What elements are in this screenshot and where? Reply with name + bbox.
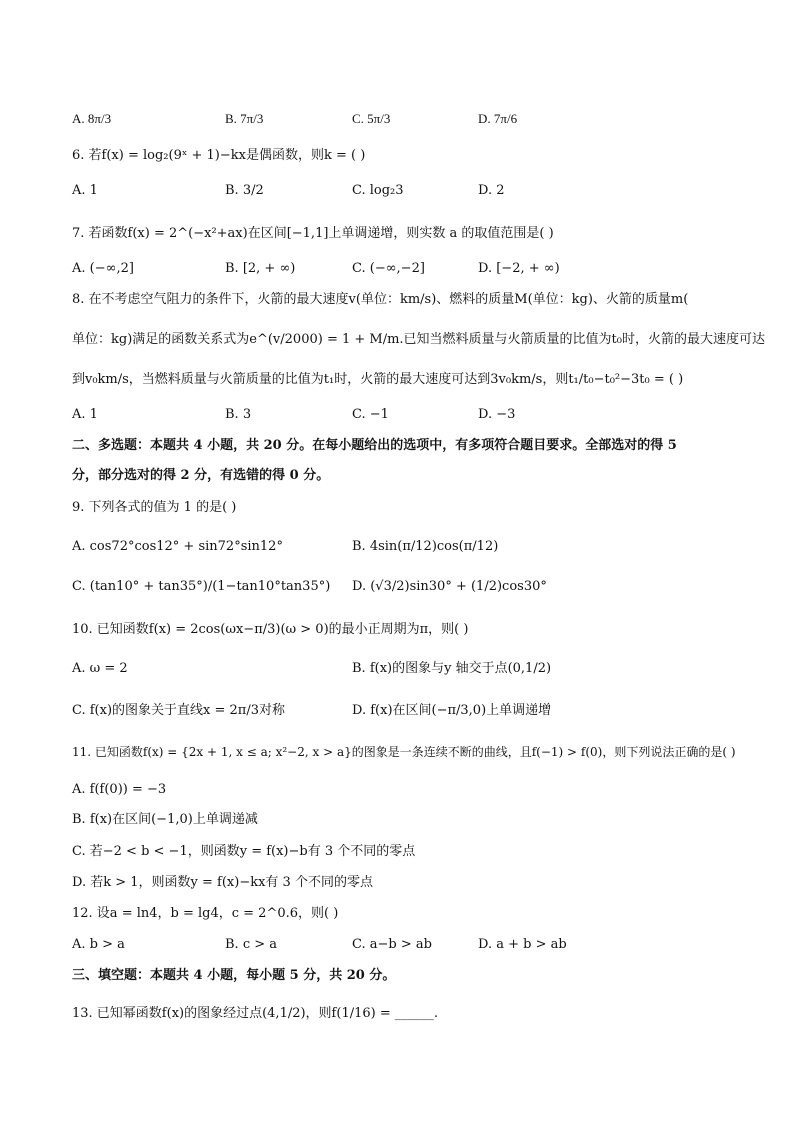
q7-option-a[interactable]: A. (−∞,2] bbox=[72, 261, 134, 276]
q8-option-d[interactable]: D. −3 bbox=[478, 407, 516, 422]
section-3-header: 三、填空题：本题共 4 小题，每小题 5 分，共 20 分。 bbox=[72, 968, 396, 983]
section-2-header-line2: 分，部分选对的得 2 分，有选错的得 0 分。 bbox=[72, 468, 330, 483]
q10-option-a[interactable]: A. ω = 2 bbox=[72, 661, 128, 676]
q6-options bbox=[72, 180, 722, 202]
section-2-header-line1: 二、多选题：本题共 4 小题，共 20 分。在每小题给出的选项中，有多项符合题目要求。全部选对的得 5 bbox=[72, 438, 677, 453]
q6-option-a[interactable]: A. 1 bbox=[72, 183, 98, 198]
q8-options bbox=[72, 404, 722, 426]
q10-options-row2 bbox=[72, 700, 722, 722]
q9-option-b[interactable]: B. 4sin(π/12)cos(π/12) bbox=[352, 539, 499, 554]
q12-option-c[interactable]: C. a−b > ab bbox=[352, 937, 432, 952]
q7-option-c[interactable]: C. (−∞,−2] bbox=[352, 261, 425, 276]
q9-options-row2 bbox=[72, 576, 722, 598]
q9-option-d[interactable]: D. (√3/2)sin30° + (1/2)cos30° bbox=[352, 579, 547, 594]
q11-stem: 11. 已知函数f(x) = {2x + 1, x ≤ a; x²−2, x > a}的图象是一条连续不断的曲线，且f(−1) > f(0)，则下列说法正确的是( ) bbox=[72, 745, 736, 759]
q5-option-a[interactable]: A. 8π/3 bbox=[72, 111, 112, 126]
q7-options bbox=[72, 258, 722, 280]
q12-option-a[interactable]: A. b > a bbox=[72, 937, 125, 952]
q5-option-d[interactable]: D. 7π/6 bbox=[478, 111, 518, 126]
q11-option-b[interactable]: B. f(x)在区间(−1,0)上单调递减 bbox=[72, 812, 258, 827]
q7-option-d[interactable]: D. [−2, + ∞) bbox=[478, 261, 560, 276]
q9-option-a[interactable]: A. cos72°cos12° + sin72°sin12° bbox=[72, 539, 283, 554]
q12-stem: 12. 设a = ln4，b = lg4，c = 2^0.6，则( ) bbox=[72, 906, 339, 921]
q6-stem: 6. 若f(x) = log₂(9ˣ + 1)−kx是偶函数，则k = ( ) bbox=[72, 148, 366, 163]
q10-option-c[interactable]: C. f(x)的图象关于直线x = 2π/3对称 bbox=[72, 703, 285, 718]
q8-stem-line3: 到v₀km/s，当燃料质量与火箭质量的比值为t₁时，火箭的最大速度可达到3v₀km/s，则t₁/t₀−t₀²−3t₀ = ( ) bbox=[72, 372, 684, 387]
q11-option-d[interactable]: D. 若k > 1，则函数y = f(x)−kx有 3 个不同的零点 bbox=[72, 875, 373, 890]
q13-stem: 13. 已知幂函数f(x)的图象经过点(4,1/2)，则f(1/16) = ______. bbox=[72, 1006, 438, 1021]
q7-stem: 7. 若函数f(x) = 2^(−x²+ax)在区间[−1,1]上单调递增，则实数 a 的取值范围是( ) bbox=[72, 226, 554, 241]
q9-option-c[interactable]: C. (tan10° + tan35°)/(1−tan10°tan35°) bbox=[72, 579, 331, 594]
q9-options-row1 bbox=[72, 536, 722, 558]
q8-option-c[interactable]: C. −1 bbox=[352, 407, 389, 422]
q8-stem-line1: 8. 在不考虑空气阻力的条件下，火箭的最大速度v(单位：km/s)、燃料的质量M(单位：kg)、火箭的质量m( bbox=[72, 292, 689, 307]
q12-option-b[interactable]: B. c > a bbox=[225, 937, 278, 952]
q10-stem: 10. 已知函数f(x) = 2cos(ωx−π/3)(ω > 0)的最小正周期为π，则( ) bbox=[72, 622, 469, 637]
q11-option-a[interactable]: A. f(f(0)) = −3 bbox=[72, 782, 167, 797]
q10-option-b[interactable]: B. f(x)的图象与y 轴交于点(0,1/2) bbox=[352, 661, 552, 676]
q7-option-b[interactable]: B. [2, + ∞) bbox=[225, 261, 296, 276]
q8-stem-line2: 单位：kg)满足的函数关系式为e^(v/2000) = 1 + M/m.已知当燃料质量与火箭质量的比值为t₀时，火箭的最大速度可达 bbox=[72, 332, 765, 347]
q5-option-b[interactable]: B. 7π/3 bbox=[225, 111, 264, 126]
q12-option-d[interactable]: D. a + b > ab bbox=[478, 937, 567, 952]
q6-option-c[interactable]: C. log₂3 bbox=[352, 183, 404, 198]
q6-option-d[interactable]: D. 2 bbox=[478, 183, 505, 198]
q11-option-c[interactable]: C. 若−2 < b < −1，则函数y = f(x)−b有 3 个不同的零点 bbox=[72, 844, 416, 859]
q10-options-row1 bbox=[72, 658, 722, 680]
q8-option-a[interactable]: A. 1 bbox=[72, 407, 98, 422]
q10-option-d[interactable]: D. f(x)在区间(−π/3,0)上单调递增 bbox=[352, 703, 552, 718]
q8-option-b[interactable]: B. 3 bbox=[225, 407, 252, 422]
q12-options bbox=[72, 934, 722, 956]
q5-options bbox=[72, 108, 722, 130]
q5-option-c[interactable]: C. 5π/3 bbox=[352, 111, 391, 126]
q6-option-b[interactable]: B. 3/2 bbox=[225, 183, 264, 198]
q9-stem: 9. 下列各式的值为 1 的是( ) bbox=[72, 500, 237, 515]
